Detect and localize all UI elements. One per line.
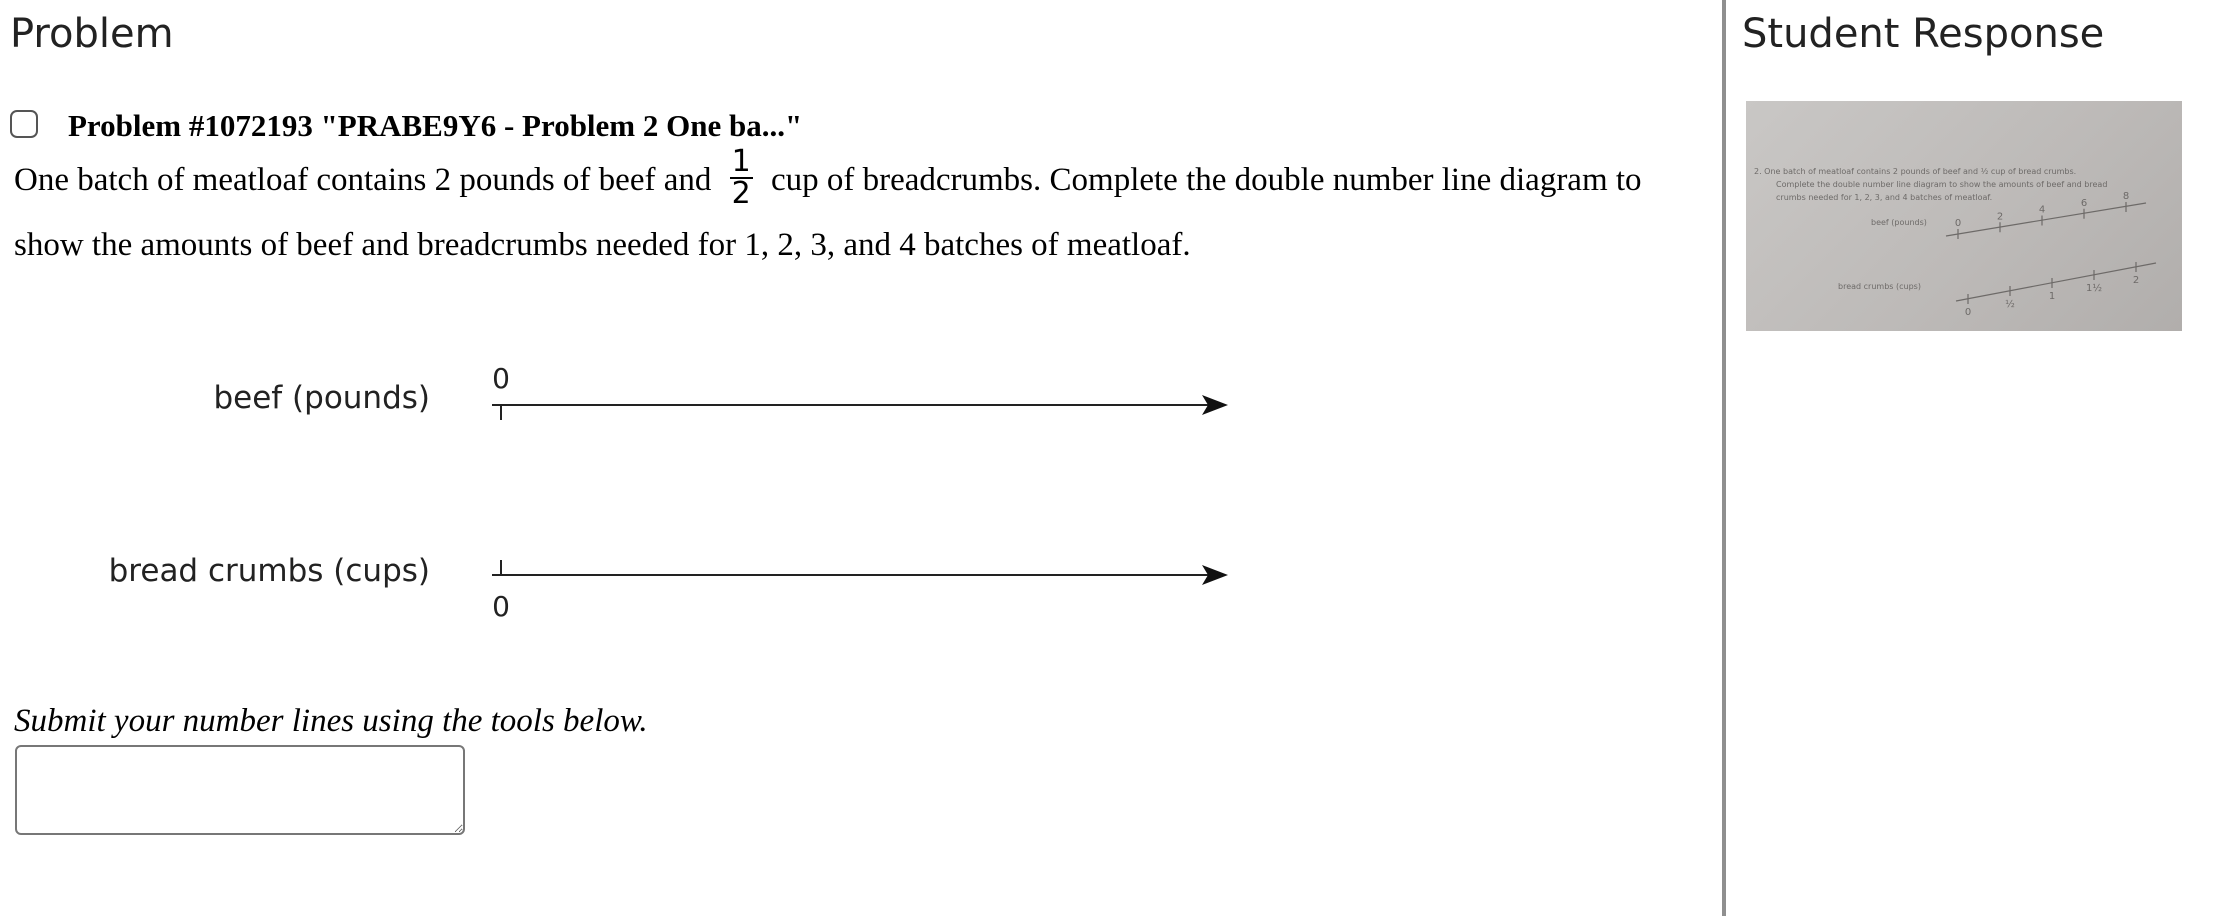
worksheet-line-1: 2. One batch of meatloaf contains 2 pounds of beef and ½ cup of bread crumbs.	[1754, 167, 2077, 176]
bread-crumbs-axis-label: bread crumbs (cups)	[108, 553, 430, 589]
problem-statement	[14, 144, 1674, 277]
worksheet-crumbs-tick-label: 1½	[2085, 283, 2103, 294]
problem-header	[10, 106, 802, 146]
worksheet-beef-tick-label: 4	[2038, 204, 2046, 216]
problem-title: Problem #1072193 "PRABE9Y6 - Problem 2 One ba..."	[68, 108, 803, 143]
worksheet-crumbs-tick-label: 2	[2132, 275, 2140, 286]
worksheet-crumbs-label: bread crumbs (cups)	[1838, 282, 1921, 291]
answer-textarea[interactable]	[15, 745, 465, 835]
worksheet-crumbs-ticks	[1965, 262, 2139, 318]
problem-text-start: One batch of meatloaf contains 2 pounds of beef and	[14, 162, 712, 198]
submit-instruction: Submit your number lines using the tools below.	[14, 703, 648, 739]
problem-heading: Problem	[10, 11, 174, 57]
panel-divider	[1722, 0, 1726, 916]
worksheet-beef-label: beef (pounds)	[1871, 218, 1927, 227]
worksheet-beef-tick-label: 6	[2080, 197, 2088, 209]
worksheet-beef-tick-label: 0	[1954, 218, 1962, 229]
problem-select-checkbox[interactable]	[10, 110, 38, 138]
bread-crumbs-number-line	[470, 540, 1230, 623]
worksheet-beef-tick-label: 2	[1996, 211, 2004, 223]
fraction-one-half	[730, 144, 753, 212]
fraction-denominator: 2	[731, 176, 751, 212]
beef-axis-label: beef (pounds)	[213, 380, 430, 416]
worksheet-crumbs-tick-label: ½	[2005, 299, 2015, 310]
worksheet-beef-tick-label: 8	[2122, 191, 2130, 202]
worksheet-crumbs-tick-label: 1	[2048, 291, 2056, 302]
student-response-image[interactable]	[1746, 101, 2182, 331]
beef-zero-label: 0	[492, 362, 510, 395]
problem-text-end: cup of breadcrumbs. Complete the double number line diagram to show the amounts of beef and breadcrumbs needed for 1, 2, 3, and 4 batches of meatloaf.	[14, 162, 1642, 264]
beef-number-line	[470, 360, 1230, 440]
worksheet-line-3: crumbs needed for 1, 2, 3, and 4 batches of meatloaf.	[1776, 193, 1993, 202]
student-response-heading: Student Response	[1742, 11, 2105, 57]
worksheet-crumbs-tick-label: 0	[1964, 307, 1972, 318]
crumbs-zero-label: 0	[492, 590, 510, 623]
worksheet-line-2: Complete the double number line diagram to show the amounts of beef and bread	[1776, 180, 2108, 189]
fraction-numerator: 1	[731, 144, 751, 180]
worksheet-photo	[1746, 101, 2182, 331]
